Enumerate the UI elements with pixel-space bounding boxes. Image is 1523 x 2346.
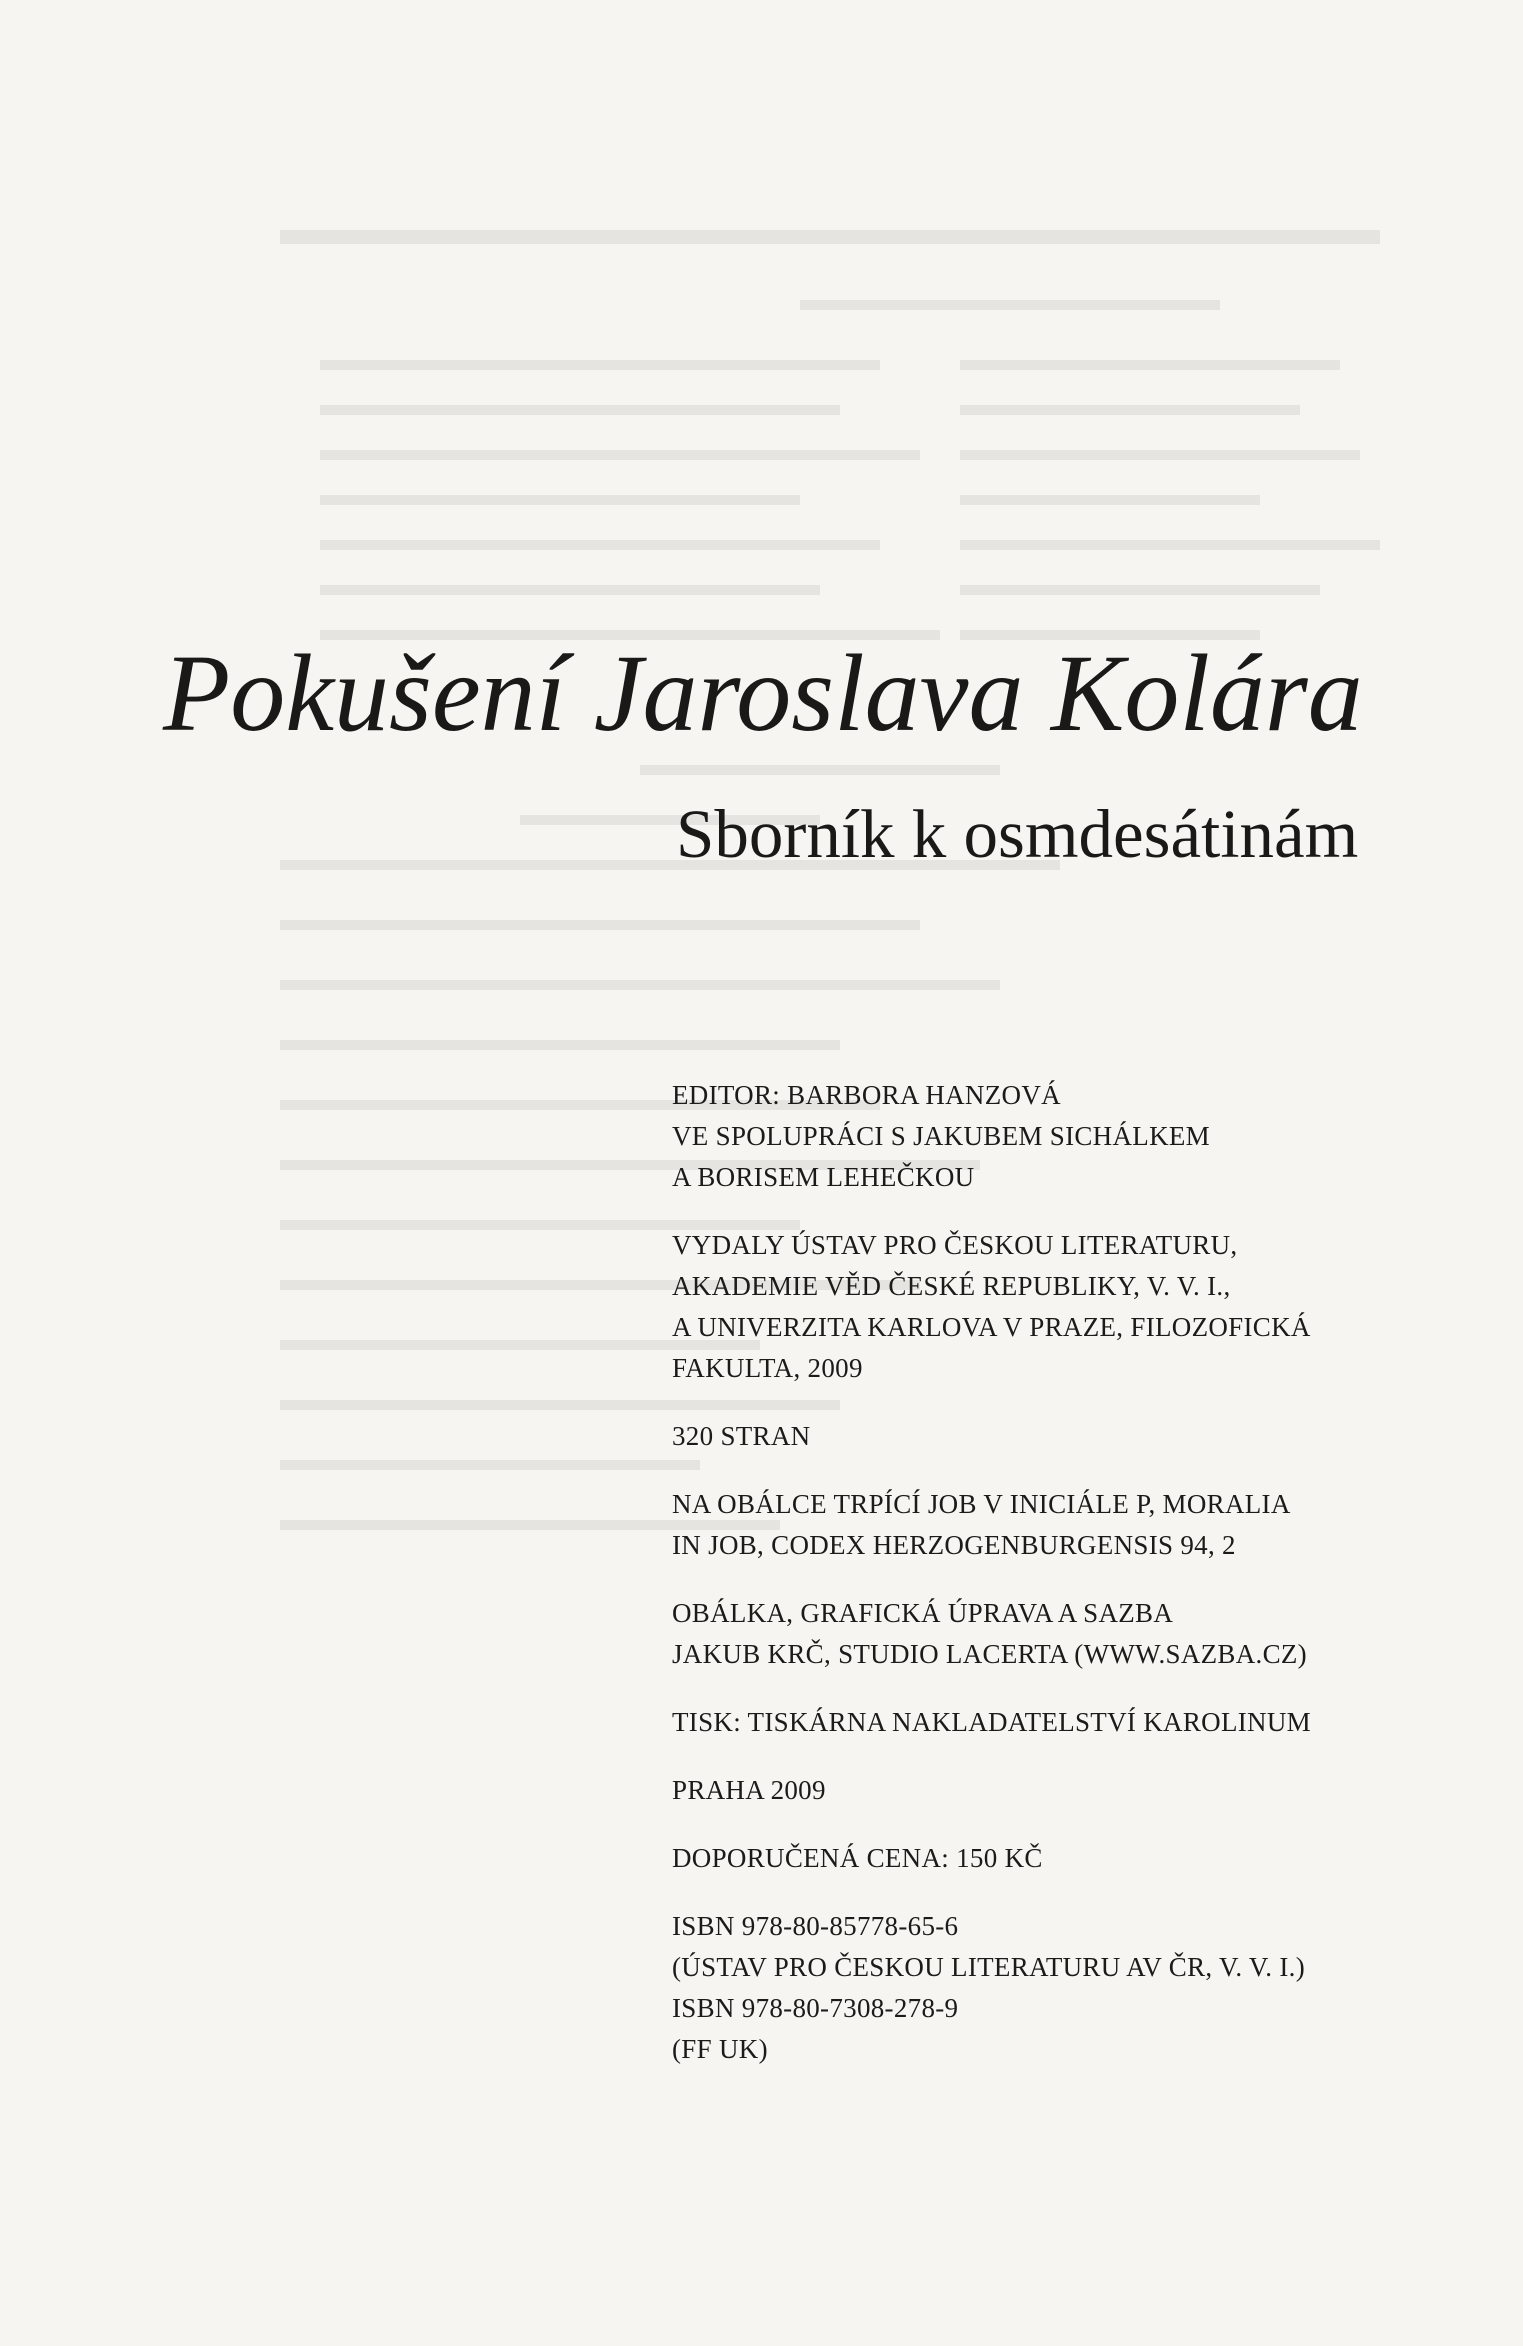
design-block [672, 1593, 1462, 1675]
book-title: Pokušení Jaroslava Kolára [163, 632, 1363, 754]
colophon-line: (FF UK) [672, 2034, 768, 2064]
isbn-block [672, 1906, 1462, 2070]
colophon [672, 1075, 1462, 2097]
book-subtitle: Sborník k osmdesátinám [676, 796, 1359, 872]
publisher-block [672, 1225, 1462, 1389]
colophon-line: ISBN 978-80-7308-278-9 [672, 1993, 959, 2023]
editor-block [672, 1075, 1462, 1198]
colophon-line: (ÚSTAV PRO ČESKOU LITERATURU AV ČR, V. V. I.) [672, 1952, 1305, 1982]
colophon-line: VYDALY ÚSTAV PRO ČESKOU LITERATURU, [672, 1230, 1238, 1260]
colophon-line: NA OBÁLCE TRPÍCÍ JOB V INICIÁLE P, MORALIA [672, 1489, 1291, 1519]
colophon-line: DOPORUČENÁ CENA: 150 KČ [672, 1843, 1043, 1873]
colophon-line: AKADEMIE VĚD ČESKÉ REPUBLIKY, V. V. I., [672, 1271, 1231, 1301]
colophon-line: VE SPOLUPRÁCI S JAKUBEM SICHÁLKEM [672, 1121, 1210, 1151]
price-block [672, 1838, 1462, 1879]
colophon-line: A UNIVERZITA KARLOVA V PRAZE, FILOZOFICKÁ [672, 1312, 1311, 1342]
pages-block [672, 1416, 1462, 1457]
colophon-line: ISBN 978-80-85778-65-6 [672, 1911, 959, 1941]
colophon-line: IN JOB, CODEX HERZOGENBURGENSIS 94, 2 [672, 1530, 1236, 1560]
place-block [672, 1770, 1462, 1811]
colophon-line: A BORISEM LEHEČKOU [672, 1162, 975, 1192]
colophon-line: JAKUB KRČ, STUDIO LACERTA (WWW.SAZBA.CZ) [672, 1639, 1307, 1669]
print-block [672, 1702, 1462, 1743]
colophon-line: EDITOR: BARBORA HANZOVÁ [672, 1080, 1061, 1110]
colophon-line: FAKULTA, 2009 [672, 1353, 863, 1383]
cover-image-block [672, 1484, 1462, 1566]
colophon-line: OBÁLKA, GRAFICKÁ ÚPRAVA A SAZBA [672, 1598, 1174, 1628]
colophon-line: PRAHA 2009 [672, 1775, 826, 1805]
colophon-line: 320 STRAN [672, 1421, 811, 1451]
colophon-line: TISK: TISKÁRNA NAKLADATELSTVÍ KAROLINUM [672, 1707, 1311, 1737]
